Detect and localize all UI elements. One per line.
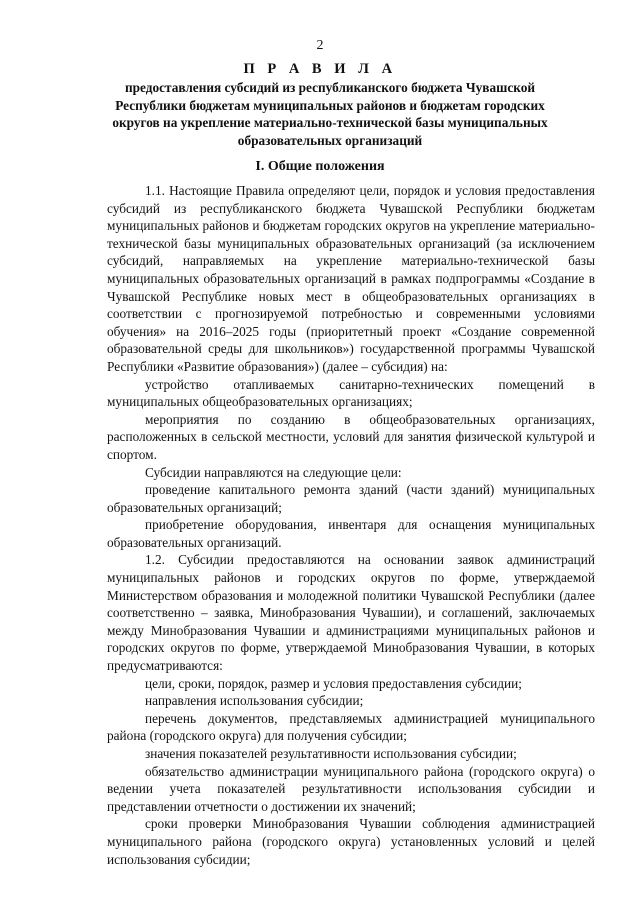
document-subtitle <box>100 79 560 149</box>
document-body <box>107 182 595 868</box>
paragraph: 1.2. Субсидии предоставляются на основании заявок администраций муниципальных районов и городских округов по форме, утверждаемой Министерством образования и молодежной политики Чувашской Республики (далее соответственно – заявка, Минобразования Чувашии), и соглашений, заключаемых между Минобразования Чувашии и администрациями муниципальных районов и городских округов по форме, утверждаемой Минобразования Чувашии, в которых предусматриваются: <box>107 552 595 674</box>
paragraph: устройство отапливаемых санитарно-технических помещений в муниципальных общеобразовательных организациях; <box>107 376 595 410</box>
section-heading: I. Общие положения <box>255 159 385 174</box>
paragraph: 1.1. Настоящие Правила определяют цели, порядок и условия предоставления субсидий из республиканского бюджета Чувашской Республики бюджетам муниципальных районов и бюджетам городских округов на укрепление материально-технической базы муниципальных образовательных организаций (за исключением субсидий, направляемых на укрепление материально-технической базы муниципальных образовательных организаций в рамках подпрограммы «Создание в Чувашской Республике новых мест в общеобразовательных организациях в соответствии с прогнозируемой потребностью и современными условиями обучения» на 2016–2025 годы (приоритетный проект «Создание современной образовательной среды для школьников») государственной программы Чувашской Республики «Развитие образования») (далее – субсидия) на: <box>107 183 595 374</box>
paragraph: обязательство администрации муниципального района (городского округа) о ведении учета показателей результативности использования субсидии и представлении отчетности о достижении их значений; <box>107 763 595 814</box>
paragraph: значения показателей результативности использования субсидии; <box>145 746 517 761</box>
subtitle-line: образовательных организаций <box>237 132 423 148</box>
paragraph: цели, сроки, порядок, размер и условия предоставления субсидии; <box>145 675 522 691</box>
subtitle-line: предоставления субсидий из республиканского бюджета Чувашской <box>124 80 536 95</box>
paragraph: направления использования субсидии; <box>145 693 364 709</box>
paragraph: Субсидии направляются на следующие цели: <box>145 464 402 480</box>
subtitle-line: Республики бюджетам муниципальных районов и бюджетам городских <box>115 97 545 113</box>
subtitle-line: округов на укрепление материально-технической базы муниципальных <box>112 115 548 130</box>
paragraph: приобретение оборудования, инвентаря для оснащения муниципальных образовательных организаций. <box>107 517 595 550</box>
paragraph: перечень документов, представляемых администрацией муниципального района (городского округа) для получения субсидии; <box>107 710 595 744</box>
page-number: 2 <box>316 38 324 53</box>
paragraph: мероприятия по созданию в общеобразовательных организациях, расположенных в сельской местности, условий для занятия физической культурой и спортом. <box>107 411 595 462</box>
paragraph: сроки проверки Минобразования Чувашии соблюдения администрацией муниципального района (городского округа) установленных условий и целей использования субсидии; <box>107 816 595 867</box>
paragraph: проведение капитального ремонта зданий (части зданий) муниципальных образовательных организаций; <box>107 482 595 515</box>
document-title: П Р А В И Л А <box>243 61 397 77</box>
